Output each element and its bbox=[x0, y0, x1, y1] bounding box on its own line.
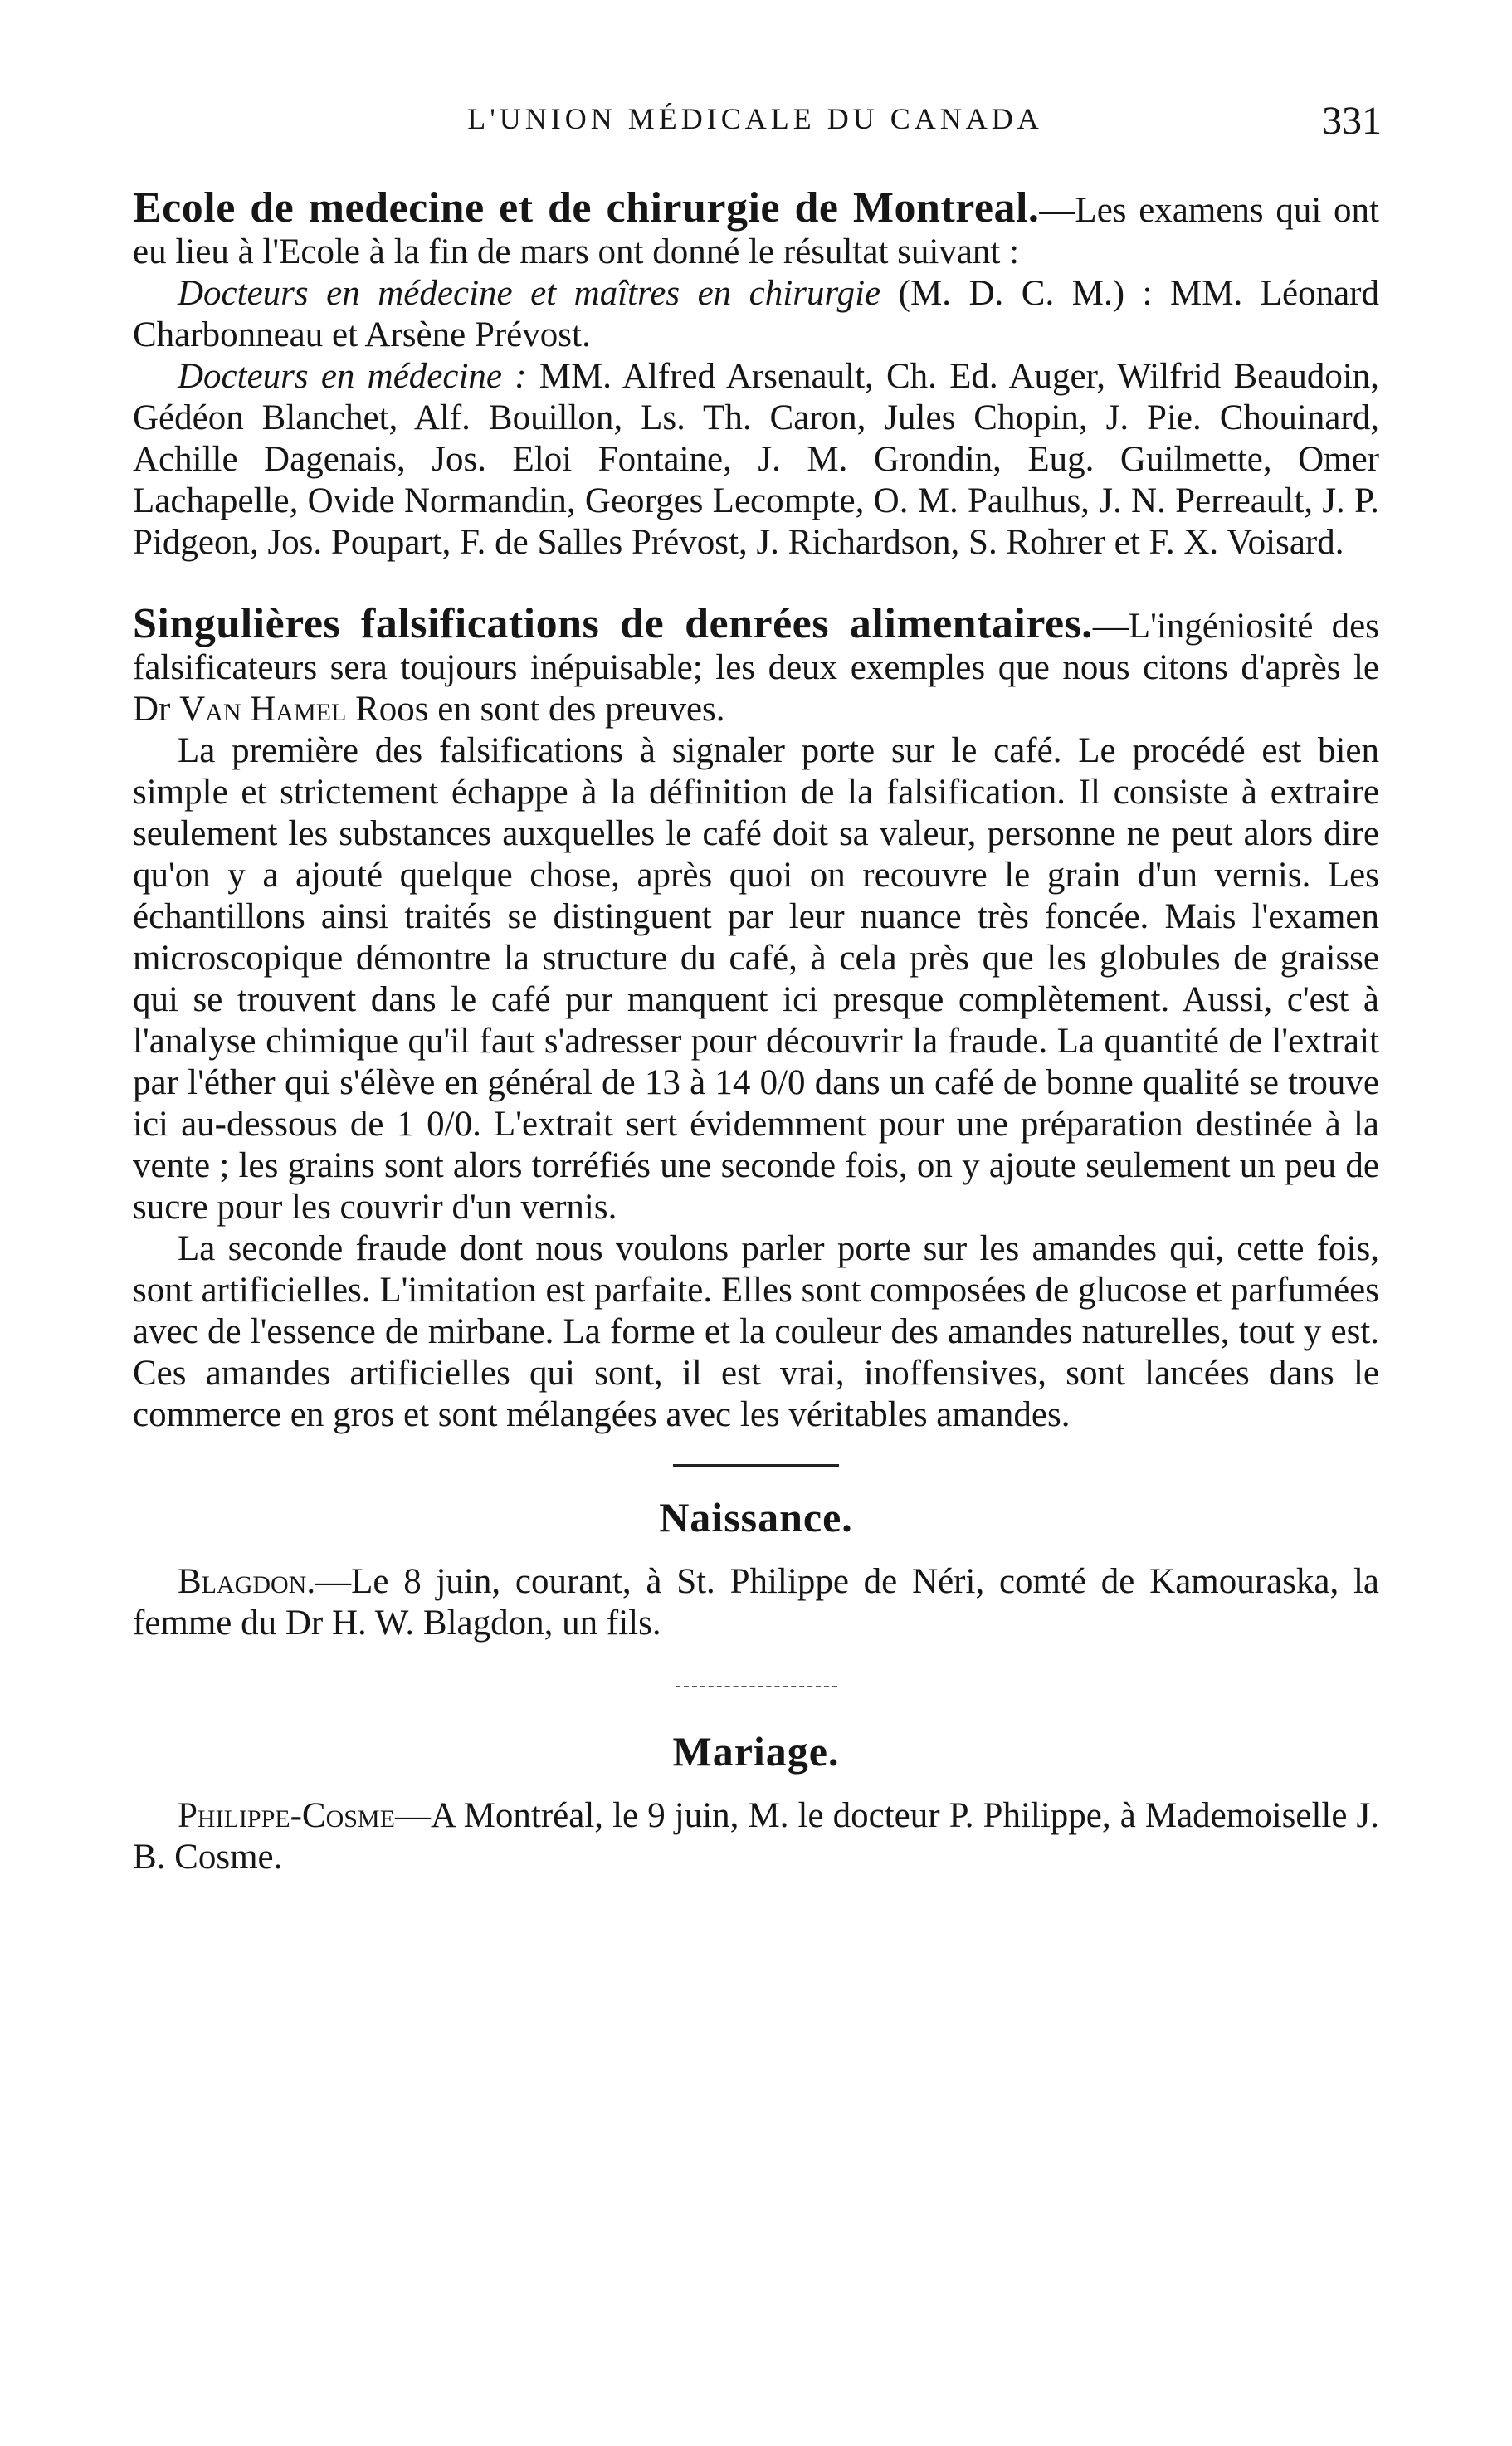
section-divider bbox=[673, 1464, 839, 1467]
graduates-group-1-title: Docteurs en médecine et maîtres en chirurgie bbox=[178, 274, 881, 313]
naissance-notice bbox=[133, 1561, 1379, 1644]
journal-title: L'UNION MÉDICALE DU CANADA bbox=[467, 102, 1043, 135]
graduates-group-1 bbox=[133, 273, 1379, 356]
mariage-name: Philippe-Cosme bbox=[178, 1796, 395, 1835]
naissance-heading: Naissance. bbox=[659, 1494, 853, 1540]
naissance-name: Blagdon. bbox=[178, 1562, 316, 1601]
running-head bbox=[129, 98, 1382, 144]
article-falsifications-lead bbox=[133, 600, 1379, 730]
paragraph-almonds: La seconde fraude dont nous voulons parler porte sur les amandes qui, cette fois, sont artificielles. L'imitation est parfaite. Elles sont composées de glucose et parfumées avec de l'essence de mirbane. La forme et la couleur des amandes naturelles, tout y est. Ces amandes artificielles qui sont, il est vrai, inoffensives, sont lancées dans le commerce en gros et sont mélangées avec les véritables amandes. bbox=[133, 1229, 1379, 1434]
article-falsifications-intro: —L'ingéniosité des falsificateurs sera toujours inépuisable; les deux exemples que nous citons d'après le Dr bbox=[133, 607, 1379, 729]
graduates-group-2-names: MM. Alfred Arsenault, Ch. Ed. Auger, Wilfrid Beaudoin, Gédéon Blanchet, Alf. Bouillon, Ls. Th. Caron, Jules Chopin, J. Pie. Chouinard, Achille Dagenais, Jos. Eloi Fontaine, J. M. Grondin, Eug. Guilmette, Omer Lachapelle, Ovide Normandin, Georges Lecompte, O. M. Paulhus, J. N. Perreault, J. P. Pidgeon, Jos. Poupart, F. de Salles Prévost, J. Richardson, S. Rohrer et F. X. Voisard. bbox=[133, 357, 1380, 562]
article-column bbox=[133, 184, 1380, 1878]
article-montreal-title: Ecole de medecine et de chirurgie de Montreal. bbox=[133, 184, 1040, 232]
graduates-group-2 bbox=[133, 356, 1379, 564]
paragraph-coffee: La première des falsifications à signaler porte sur le café. Le procédé est bien simple et strictement échappe à la définition de la falsification. Il consiste à extraire seulement les substances auxquelles le café doit sa valeur, personne ne peut alors dire qu'on y a ajouté quelque chose, après quoi on recouvre le grain d'un vernis. Les échantillons ainsi traités se distinguent par leur nuance très foncée. Mais l'examen microscopique démontre la structure du café, à cela près que les globules de graisse qui se trouvent dans le café pur manquent ici presque complètement. Aussi, c'est à l'analyse chimique qu'il faut s'adresser pour découvrir la fraude. La quantité de l'extrait par l'éther qui s'élève en général de 13 à 14 0/0 dans un café de bonne qualité se trouve ici au-dessous de 1 0/0. L'extrait sert évidemment pour une préparation destinée à la vente ; les grains sont alors torréfiés une seconde fois, on y ajoute seulement un peu de sucre pour les couvrir d'un vernis. bbox=[133, 731, 1379, 1227]
page-number: 331 bbox=[1322, 99, 1382, 143]
article-montreal-lead-text: —Les examens qui ont eu lieu à l'Ecole à la fin de mars ont donné le résultat suivant : bbox=[133, 191, 1379, 271]
graduates-group-2-title: Docteurs en médecine : bbox=[178, 357, 527, 396]
article-falsifications-title: Singulières falsifications de denrées alimentaires. bbox=[133, 600, 1093, 647]
article-falsifications-intro-end: Roos en sont des preuves. bbox=[355, 690, 725, 729]
mariage-text: —A Montréal, le 9 juin, M. le docteur P. Philippe, à Mademoiselle J. B. Cosme. bbox=[133, 1796, 1379, 1877]
naissance-text: —Le 8 juin, courant, à St. Philippe de Néri, comté de Kamouraska, la femme du Dr H. W. Blagdon, un fils. bbox=[133, 1562, 1379, 1643]
mariage-notice bbox=[133, 1795, 1379, 1878]
author-name: Van Hamel bbox=[179, 690, 347, 729]
graduates-group-1-names: (M. D. C. M.) : MM. Léonard Charbonneau et Arsène Prévost. bbox=[133, 274, 1379, 354]
article-montreal-lead bbox=[133, 184, 1379, 273]
dotted-divider bbox=[676, 1686, 837, 1687]
mariage-heading: Mariage. bbox=[672, 1728, 840, 1775]
